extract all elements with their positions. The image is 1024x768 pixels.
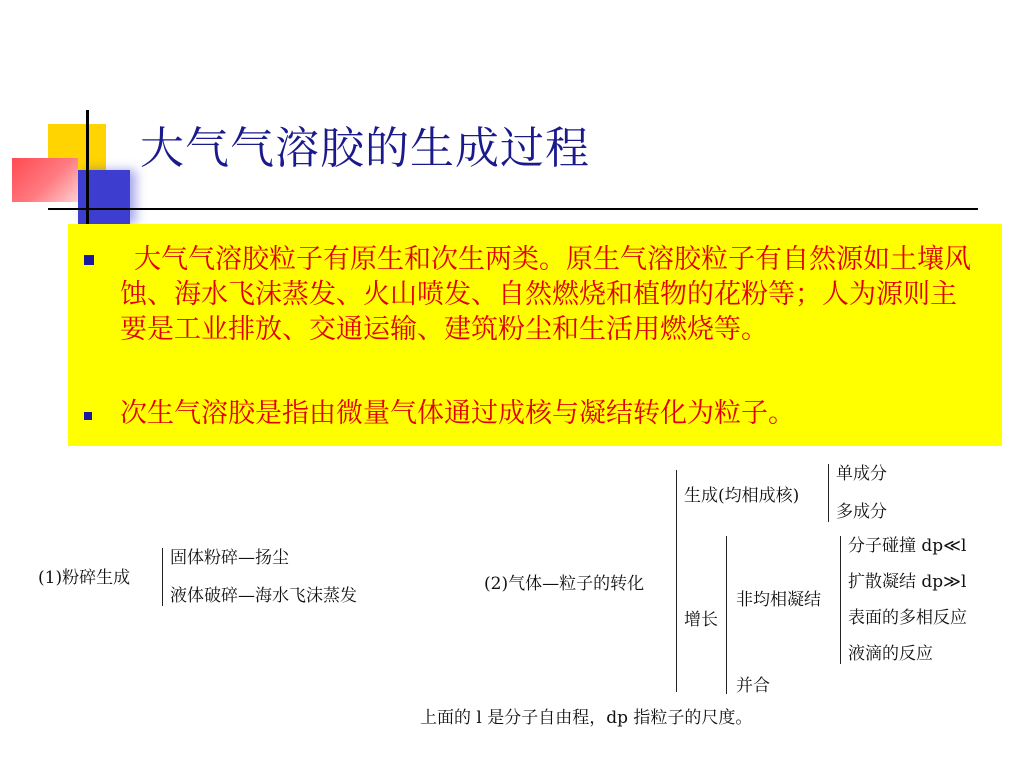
growth-label: 增长 (684, 610, 718, 630)
diagram1-brace (162, 548, 163, 606)
diagram2-label: (2)气体—粒子的转化 (484, 574, 645, 594)
nucleation-item: 单成分 (836, 464, 887, 484)
hetero-item: 表面的多相反应 (848, 608, 967, 628)
title-underline (48, 208, 978, 210)
hetero-brace (840, 536, 841, 664)
merge-label: 并合 (736, 676, 770, 696)
bullet-text: 大气气溶胶粒子有原生和次生两类。原生气溶胶粒子有自然源如土壤风蚀、海水飞沫蒸发、火山喷发、自然燃烧和植物的花粉等；人为源则主要是工业排放、交通运输、建筑粉尘和生活用燃烧等。 (120, 244, 971, 345)
slide-title: 大气气溶胶的生成过程 (140, 123, 590, 174)
footnote: 上面的 l 是分子自由程，dp 指粒子的尺度。 (420, 708, 753, 728)
nucleation-item: 多成分 (836, 502, 887, 522)
decor-red-square (12, 158, 78, 202)
highlight-box (68, 224, 1002, 446)
nucleation-brace (828, 464, 829, 522)
hetero-item: 分子碰撞 dp≪l (848, 536, 967, 556)
square-bullet-icon (84, 412, 92, 420)
diagram1-item: 液体破碎—海水飞沫蒸发 (170, 586, 357, 606)
hetero-label: 非均相凝结 (736, 590, 821, 610)
diagram2-main-brace (676, 470, 677, 692)
nucleation-label: 生成(均相成核) (684, 486, 800, 506)
growth-brace (726, 536, 727, 694)
hetero-item: 扩散凝结 dp≫l (848, 572, 967, 592)
diagram1-label: (1)粉碎生成 (38, 568, 131, 588)
bullet-text: 次生气溶胶是指由微量气体通过成核与凝结转化为粒子。 (120, 398, 795, 429)
hetero-item: 液滴的反应 (848, 644, 933, 664)
diagram1-item: 固体粉碎—扬尘 (170, 548, 289, 568)
decor-vertical-line (86, 110, 89, 228)
square-bullet-icon (84, 255, 94, 265)
